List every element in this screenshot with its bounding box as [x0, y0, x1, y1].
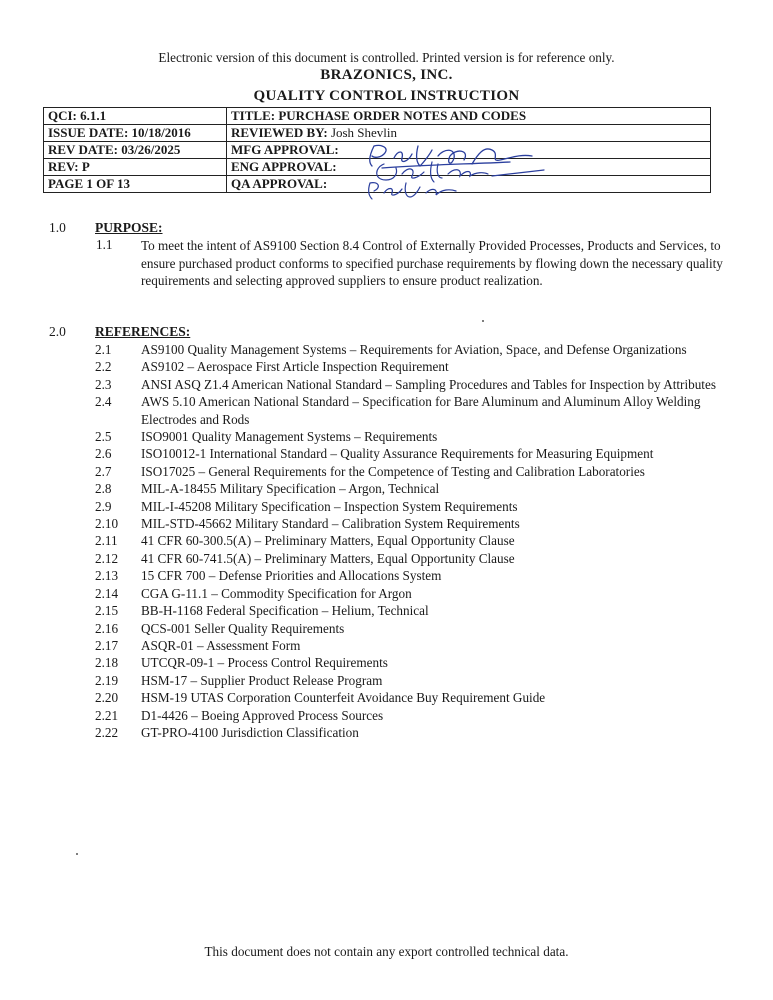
purpose-paragraph: To meet the intent of AS9100 Section 8.4 Control of Externally Provided Processes, Products and Services, to ensure purchased product conforms to specified purchase requirements by flowing down the necessary quality requirements and selecting approved suppliers to ensure product realization. [141, 238, 723, 288]
section-number-references: 2.0 [49, 324, 66, 339]
reference-number: 2.2 [95, 359, 112, 375]
reference-number: 2.19 [95, 672, 119, 688]
reference-text: 41 CFR 60-741.5(A) – Preliminary Matters, Equal Opportunity Clause [141, 550, 515, 566]
reference-text: AS9102 – Aerospace First Article Inspection Requirement [141, 359, 449, 375]
document-title: TITLE: PURCHASE ORDER NOTES AND CODES [227, 108, 711, 125]
reference-text: HSM-17 – Supplier Product Release Program [141, 672, 383, 688]
qa-approval-label: QA APPROVAL: [231, 176, 328, 191]
reference-number: 2.12 [95, 550, 119, 566]
list-item [95, 393, 745, 428]
list-item [95, 620, 745, 637]
reference-text: HSM-19 UTAS Corporation Counterfeit Avoidance Buy Requirement Guide [141, 690, 546, 706]
eng-approval-label: ENG APPROVAL: [231, 159, 337, 174]
reference-number: 2.15 [95, 603, 119, 619]
mfg-approval-label: MFG APPROVAL: [231, 142, 339, 157]
table-row [44, 125, 711, 142]
reference-number: 2.17 [95, 637, 119, 653]
reference-text: ANSI ASQ Z1.4 American National Standard – Sampling Procedures and Tables for Inspection by Attributes [141, 376, 716, 392]
reference-text: AWS 5.10 American National Standard – Specification for Bare Aluminum and Aluminum Alloy Welding Electrodes and Rods [141, 394, 701, 427]
list-item [95, 672, 745, 689]
qa-signature [364, 179, 474, 203]
reference-text: CGA G-11.1 – Commodity Specification for Argon [141, 585, 412, 601]
reference-text: AS9100 Quality Management Systems – Requirements for Aviation, Space, and Defense Organizations [141, 342, 687, 357]
list-item [95, 463, 745, 480]
reference-number: 2.4 [95, 394, 112, 410]
section-number-purpose: 1.0 [49, 220, 66, 235]
section-title-purpose: PURPOSE: [95, 220, 163, 235]
list-item [95, 567, 745, 584]
reference-number: 2.1 [95, 342, 112, 357]
company-name: BRAZONICS, INC. [320, 67, 453, 83]
reference-number: 2.7 [95, 463, 112, 479]
reference-text: ISO9001 Quality Management Systems – Requirements [141, 429, 438, 445]
list-item [95, 654, 745, 671]
reviewed-by [227, 125, 711, 142]
references-list [95, 341, 745, 741]
reference-text: 15 CFR 700 – Defense Priorities and Allocations System [141, 568, 442, 584]
list-item [95, 724, 745, 741]
list-item [95, 480, 745, 497]
reference-number: 2.11 [95, 533, 118, 549]
reference-text: BB-H-1168 Federal Specification – Helium, Technical [141, 603, 429, 619]
list-item [95, 707, 745, 724]
reference-text: MIL-STD-45662 Military Standard – Calibration System Requirements [141, 516, 520, 532]
list-item [95, 637, 745, 654]
issue-date: ISSUE DATE: 10/18/2016 [44, 125, 227, 142]
scan-speck [482, 320, 484, 322]
list-item [95, 532, 745, 549]
list-item [95, 498, 745, 515]
purpose-item-number: 1.1 [96, 237, 113, 252]
list-item [95, 602, 745, 619]
reference-text: ISO10012-1 International Standard – Quality Assurance Requirements for Measuring Equipment [141, 446, 654, 462]
reference-text: GT-PRO-4100 Jurisdiction Classification [141, 724, 359, 740]
table-row [44, 108, 711, 125]
list-item [95, 341, 745, 358]
reference-number: 2.5 [95, 429, 112, 445]
reference-text: ASQR-01 – Assessment Form [141, 637, 301, 653]
export-notice: This document does not contain any export controlled technical data. [204, 944, 569, 959]
control-notice: Electronic version of this document is controlled. Printed version is for reference only. [158, 50, 615, 65]
reference-number: 2.14 [95, 585, 119, 601]
reference-number: 2.20 [95, 690, 119, 706]
rev-date: REV DATE: 03/26/2025 [44, 142, 227, 159]
list-item [95, 515, 745, 532]
list-item [95, 550, 745, 567]
scan-speck [76, 853, 78, 855]
reference-text: ISO17025 – General Requirements for the Competence of Testing and Calibration Laboratories [141, 463, 645, 479]
reference-number: 2.18 [95, 655, 119, 671]
list-item [95, 689, 745, 706]
reference-text: 41 CFR 60-300.5(A) – Preliminary Matters, Equal Opportunity Clause [141, 533, 515, 549]
reference-number: 2.8 [95, 481, 112, 497]
list-item [95, 376, 745, 393]
reference-text: UTCQR-09-1 – Process Control Requirements [141, 655, 388, 671]
reference-text: MIL-A-18455 Military Specification – Argon, Technical [141, 481, 440, 497]
reference-number: 2.6 [95, 446, 112, 462]
reference-number: 2.16 [95, 620, 119, 636]
revision: REV: P [44, 159, 227, 176]
reference-text: QCS-001 Seller Quality Requirements [141, 620, 345, 636]
reviewed-by-label: REVIEWED BY: [231, 125, 328, 140]
reference-text: MIL-I-45208 Military Specification – Inspection System Requirements [141, 498, 518, 514]
list-item [95, 585, 745, 602]
list-item [95, 428, 745, 445]
reference-number: 2.21 [95, 707, 119, 723]
reference-number: 2.9 [95, 498, 112, 514]
reference-text: D1-4426 – Boeing Approved Process Sources [141, 707, 384, 723]
reference-number: 2.10 [95, 516, 119, 532]
page-indicator: PAGE 1 OF 13 [44, 176, 227, 193]
document-type-title: QUALITY CONTROL INSTRUCTION [253, 88, 520, 104]
qci-number: QCI: 6.1.1 [44, 108, 227, 125]
reference-number: 2.13 [95, 568, 119, 584]
reviewed-by-value: Josh Shevlin [330, 125, 398, 140]
reference-number: 2.3 [95, 376, 112, 392]
reference-number: 2.22 [95, 724, 119, 740]
list-item [95, 358, 745, 375]
section-title-references: REFERENCES: [95, 324, 191, 339]
list-item [95, 445, 745, 462]
